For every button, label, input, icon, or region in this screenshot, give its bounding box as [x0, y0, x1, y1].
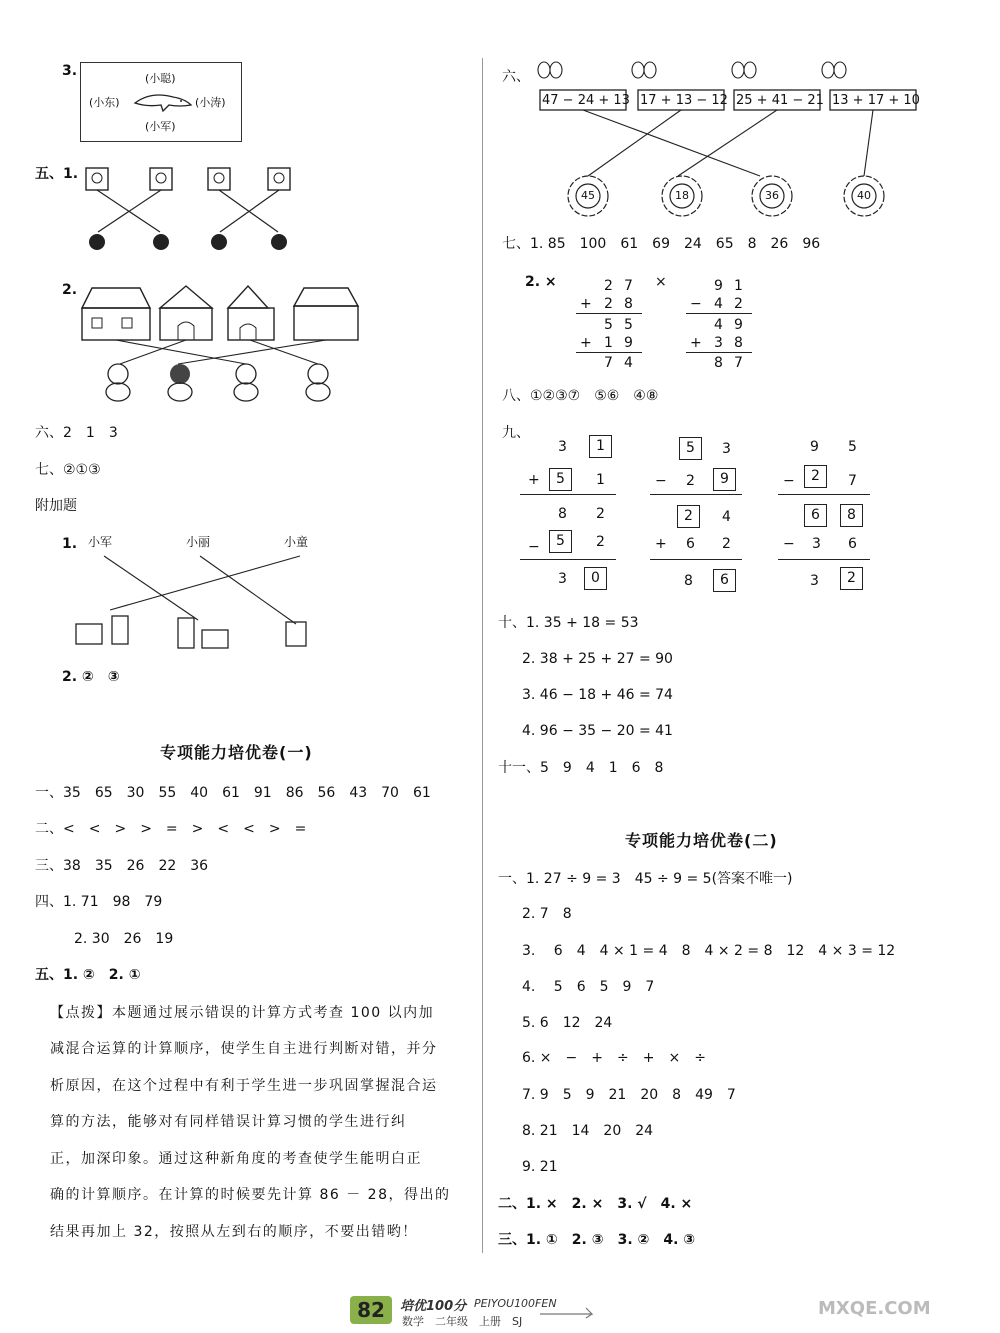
flower-4: 40 — [857, 189, 871, 202]
q3-right-name: (小涛) — [195, 96, 226, 109]
r-q10-1: 十、1. 35 + 18 = 53 — [498, 615, 639, 631]
s2-line-1: 一、1. 27 ÷ 9 = 3 45 ÷ 9 = 5(答案不唯一) — [498, 871, 793, 887]
calc1-r3-d1: 5 — [604, 317, 613, 333]
calc2-r4-d1: 3 — [714, 335, 723, 351]
s2-line-11: 三、1. ① 2. ③ 3. ② 4. ③ — [498, 1232, 696, 1248]
dolphin-icon — [133, 89, 193, 113]
r-q11: 十一、5 9 4 1 6 8 — [498, 760, 664, 776]
q9c-r3-box-2: 8 — [840, 504, 863, 527]
r-q10-2: 2. 38 + 25 + 27 = 90 — [522, 651, 673, 667]
q9c-r4-d2: 6 — [848, 536, 857, 552]
calc1-r4-op: + — [580, 335, 592, 351]
q9b-r3-box: 2 — [677, 505, 700, 528]
q9b-r2-d1: 2 — [686, 473, 695, 489]
calc2-line-1 — [686, 313, 752, 314]
q9c-r2-d2: 7 — [848, 473, 857, 489]
section2-title: 专项能力培优卷(二) — [625, 831, 778, 850]
calc2-r4-op: + — [690, 335, 702, 351]
q9c-line-1 — [778, 494, 870, 495]
q9a-r4-op: − — [528, 539, 540, 555]
calc1-r4-d2: 9 — [624, 335, 633, 351]
calc2-r1-d2: 1 — [734, 278, 743, 294]
s1-line-1: 一、35 65 30 55 40 61 91 86 56 43 70 61 — [35, 785, 431, 801]
calc1-line-2 — [576, 352, 642, 353]
calc2-r3-d2: 9 — [734, 317, 743, 333]
q3-left-name: (小东) — [89, 96, 120, 109]
r-q7-1: 七、1. 85 100 61 69 24 65 8 26 96 — [502, 236, 821, 252]
calc2-r5-d1: 8 — [714, 355, 723, 371]
calc2-r2-d1: 4 — [714, 296, 723, 312]
s2-line-5: 5. 6 12 24 — [522, 1015, 613, 1031]
calc1-r4-d1: 1 — [604, 335, 613, 351]
q9a-r3-d1: 8 — [558, 506, 567, 522]
q9a-r1-d1: 3 — [558, 439, 567, 455]
footer-arrow-icon — [540, 1300, 600, 1318]
q9c-line-2 — [778, 559, 870, 560]
s2-line-10: 二、1. × 2. × 3. √ 4. × — [498, 1196, 693, 1212]
expr-3: 25 + 41 − 21 — [736, 93, 824, 108]
calc2-r3-d1: 4 — [714, 317, 723, 333]
calc1-r2-op: + — [580, 296, 592, 312]
calc1-line-1 — [576, 313, 642, 314]
bonus1-name-3: 小童 — [284, 535, 309, 549]
s2-line-7: 7. 9 5 9 21 20 8 49 7 — [522, 1087, 736, 1103]
flower-3: 36 — [765, 189, 779, 202]
s2-line-8: 8. 21 14 20 24 — [522, 1123, 654, 1139]
q9a-r4-box: 5 — [549, 530, 572, 553]
q9a-r2-d2: 1 — [596, 472, 605, 488]
q3-box — [80, 62, 242, 142]
calc2-line-2 — [686, 352, 752, 353]
q3-label: 3. — [62, 63, 78, 79]
r-q7-2-mid: × — [655, 274, 667, 290]
q9c-r5-box: 2 — [840, 567, 863, 590]
q9b-r4-d2: 2 — [722, 536, 731, 552]
q9b-r4-op: + — [655, 536, 667, 552]
note-line-1: 【点拨】本题通过展示错误的计算方式考查 100 以内加 — [50, 1005, 435, 1021]
watermark: MXQE.COM — [818, 1298, 931, 1319]
bonus1-name-1: 小军 — [88, 535, 113, 549]
q3-bottom-name: (小军) — [145, 120, 176, 133]
bonus-title: 附加题 — [35, 498, 77, 514]
q9c-r1-d1: 9 — [810, 439, 819, 455]
s1-line-4: 四、1. 71 98 79 — [35, 894, 163, 910]
calc1-r1-d1: 2 — [604, 278, 613, 294]
calc2-r2-op: − — [690, 296, 702, 312]
calc1-r3-d2: 5 — [624, 317, 633, 333]
note-line-3: 析原因，在这个过程中有利于学生进一步巩固掌握混合运 — [50, 1078, 438, 1094]
q9a-r5-box: 0 — [584, 567, 607, 590]
note-line-2: 减混合运算的计算顺序，使学生自主进行判断对错，并分 — [50, 1041, 438, 1057]
footer-brand: 培优100分 — [400, 1299, 467, 1314]
expr-2: 17 + 13 − 12 — [640, 93, 728, 108]
calc1-r1-d2: 7 — [624, 278, 633, 294]
s1-line-6: 五、1. ② 2. ① — [35, 967, 141, 983]
footer-subtitle: 数学 二年级 上册 SJ — [402, 1315, 523, 1328]
q7-answer: 七、②①③ — [35, 462, 101, 478]
r-q8: 八、①②③⑦ ⑤⑥ ④⑧ — [502, 388, 659, 404]
flower-2: 18 — [675, 189, 689, 202]
note-line-6: 确的计算顺序。在计算的时候要先计算 86 － 28，得出的 — [50, 1187, 451, 1203]
s2-line-2: 2. 7 8 — [522, 906, 572, 922]
q9a-r4-d2: 2 — [596, 534, 605, 550]
section1-title: 专项能力培优卷(一) — [160, 743, 313, 762]
page-number: 82 — [350, 1296, 392, 1324]
q9c-r4-op: − — [783, 536, 795, 552]
q9c-r3-box: 6 — [804, 504, 827, 527]
q9b-r2-op: − — [655, 473, 667, 489]
s1-line-5: 2. 30 26 19 — [74, 931, 174, 947]
q9b-r4-d1: 6 — [686, 536, 695, 552]
q9c-r5-d1: 3 — [810, 573, 819, 589]
note-line-7: 结果再加上 32，按照从左到右的顺序，不要出错哟！ — [50, 1224, 418, 1240]
q5-2-label: 2. — [62, 282, 78, 298]
q6-answer: 六、2 1 3 — [35, 425, 118, 441]
q9a-r1-box: 1 — [589, 435, 612, 458]
calc1-r2-d1: 2 — [604, 296, 613, 312]
calc1-r5-d1: 7 — [604, 355, 613, 371]
q5-2-houses-matching — [78, 282, 368, 406]
q9c-r1-d2: 5 — [848, 439, 857, 455]
calc2-r4-d2: 8 — [734, 335, 743, 351]
calc2-r5-d2: 7 — [734, 355, 743, 371]
s1-line-2: 二、< < > > = > < < > = — [35, 821, 307, 837]
calc1-r5-d2: 4 — [624, 355, 633, 371]
calc2-r1-d1: 9 — [714, 278, 723, 294]
flower-1: 45 — [581, 189, 595, 202]
bonus1-name-2: 小丽 — [186, 535, 211, 549]
q5-1-matching — [80, 160, 320, 260]
q9c-r2-box: 2 — [804, 465, 827, 488]
q9b-r3-d2: 4 — [722, 509, 731, 525]
r-q10-4: 4. 96 − 35 − 20 = 41 — [522, 723, 673, 739]
q9b-r5-box: 6 — [713, 569, 736, 592]
r-q6-label: 六、 — [502, 69, 530, 85]
bonus1-label: 1. — [62, 536, 78, 552]
q9b-r1-d2: 3 — [722, 441, 731, 457]
q9a-r2-op: + — [528, 472, 540, 488]
note-line-4: 算的方法，能够对有同样错误计算习惯的学生进行纠 — [50, 1114, 407, 1130]
q9c-r4-d1: 3 — [812, 536, 821, 552]
q9b-line-1 — [650, 494, 742, 495]
q3-top-name: (小聪) — [145, 72, 176, 85]
q9a-r2-box: 5 — [549, 468, 572, 491]
s1-line-3: 三、38 35 26 22 36 — [35, 858, 209, 874]
q9b-r5-d1: 8 — [684, 573, 693, 589]
calc1-r2-d2: 8 — [624, 296, 633, 312]
r-q10-3: 3. 46 − 18 + 46 = 74 — [522, 687, 673, 703]
q9a-r5-d1: 3 — [558, 571, 567, 587]
column-divider — [482, 58, 483, 1253]
expr-4: 13 + 17 + 10 — [832, 93, 920, 108]
s2-line-3: 3. 6 4 4 × 1 = 4 8 4 × 2 = 8 12 4 × 3 = 12 — [522, 943, 896, 959]
q9a-line-2 — [520, 559, 616, 560]
q9b-line-2 — [650, 559, 742, 560]
r-q9-label: 九、 — [502, 425, 530, 441]
expr-1: 47 − 24 + 13 — [542, 93, 630, 108]
r-q7-2-label: 2. × — [525, 274, 557, 290]
calc2-r2-d2: 2 — [734, 296, 743, 312]
q9a-r3-d2: 2 — [596, 506, 605, 522]
note-line-5: 正，加深印象。通过这种新角度的考查使学生能明白正 — [50, 1151, 422, 1167]
q9b-r1-box: 5 — [679, 437, 702, 460]
q9a-line-1 — [520, 494, 616, 495]
s2-line-4: 4. 5 6 5 9 7 — [522, 979, 655, 995]
footer-brand-en: PEIYOU100FEN — [474, 1297, 557, 1310]
s2-line-6: 6. × − + ÷ + × ÷ — [522, 1050, 706, 1066]
q5-1-label: 五、1. — [35, 166, 79, 182]
q9c-r2-op: − — [783, 473, 795, 489]
bonus1-matching — [74, 552, 324, 652]
s2-line-9: 9. 21 — [522, 1159, 558, 1175]
q9b-r2-box: 9 — [713, 468, 736, 491]
bonus2-answer: 2. ② ③ — [62, 669, 120, 685]
